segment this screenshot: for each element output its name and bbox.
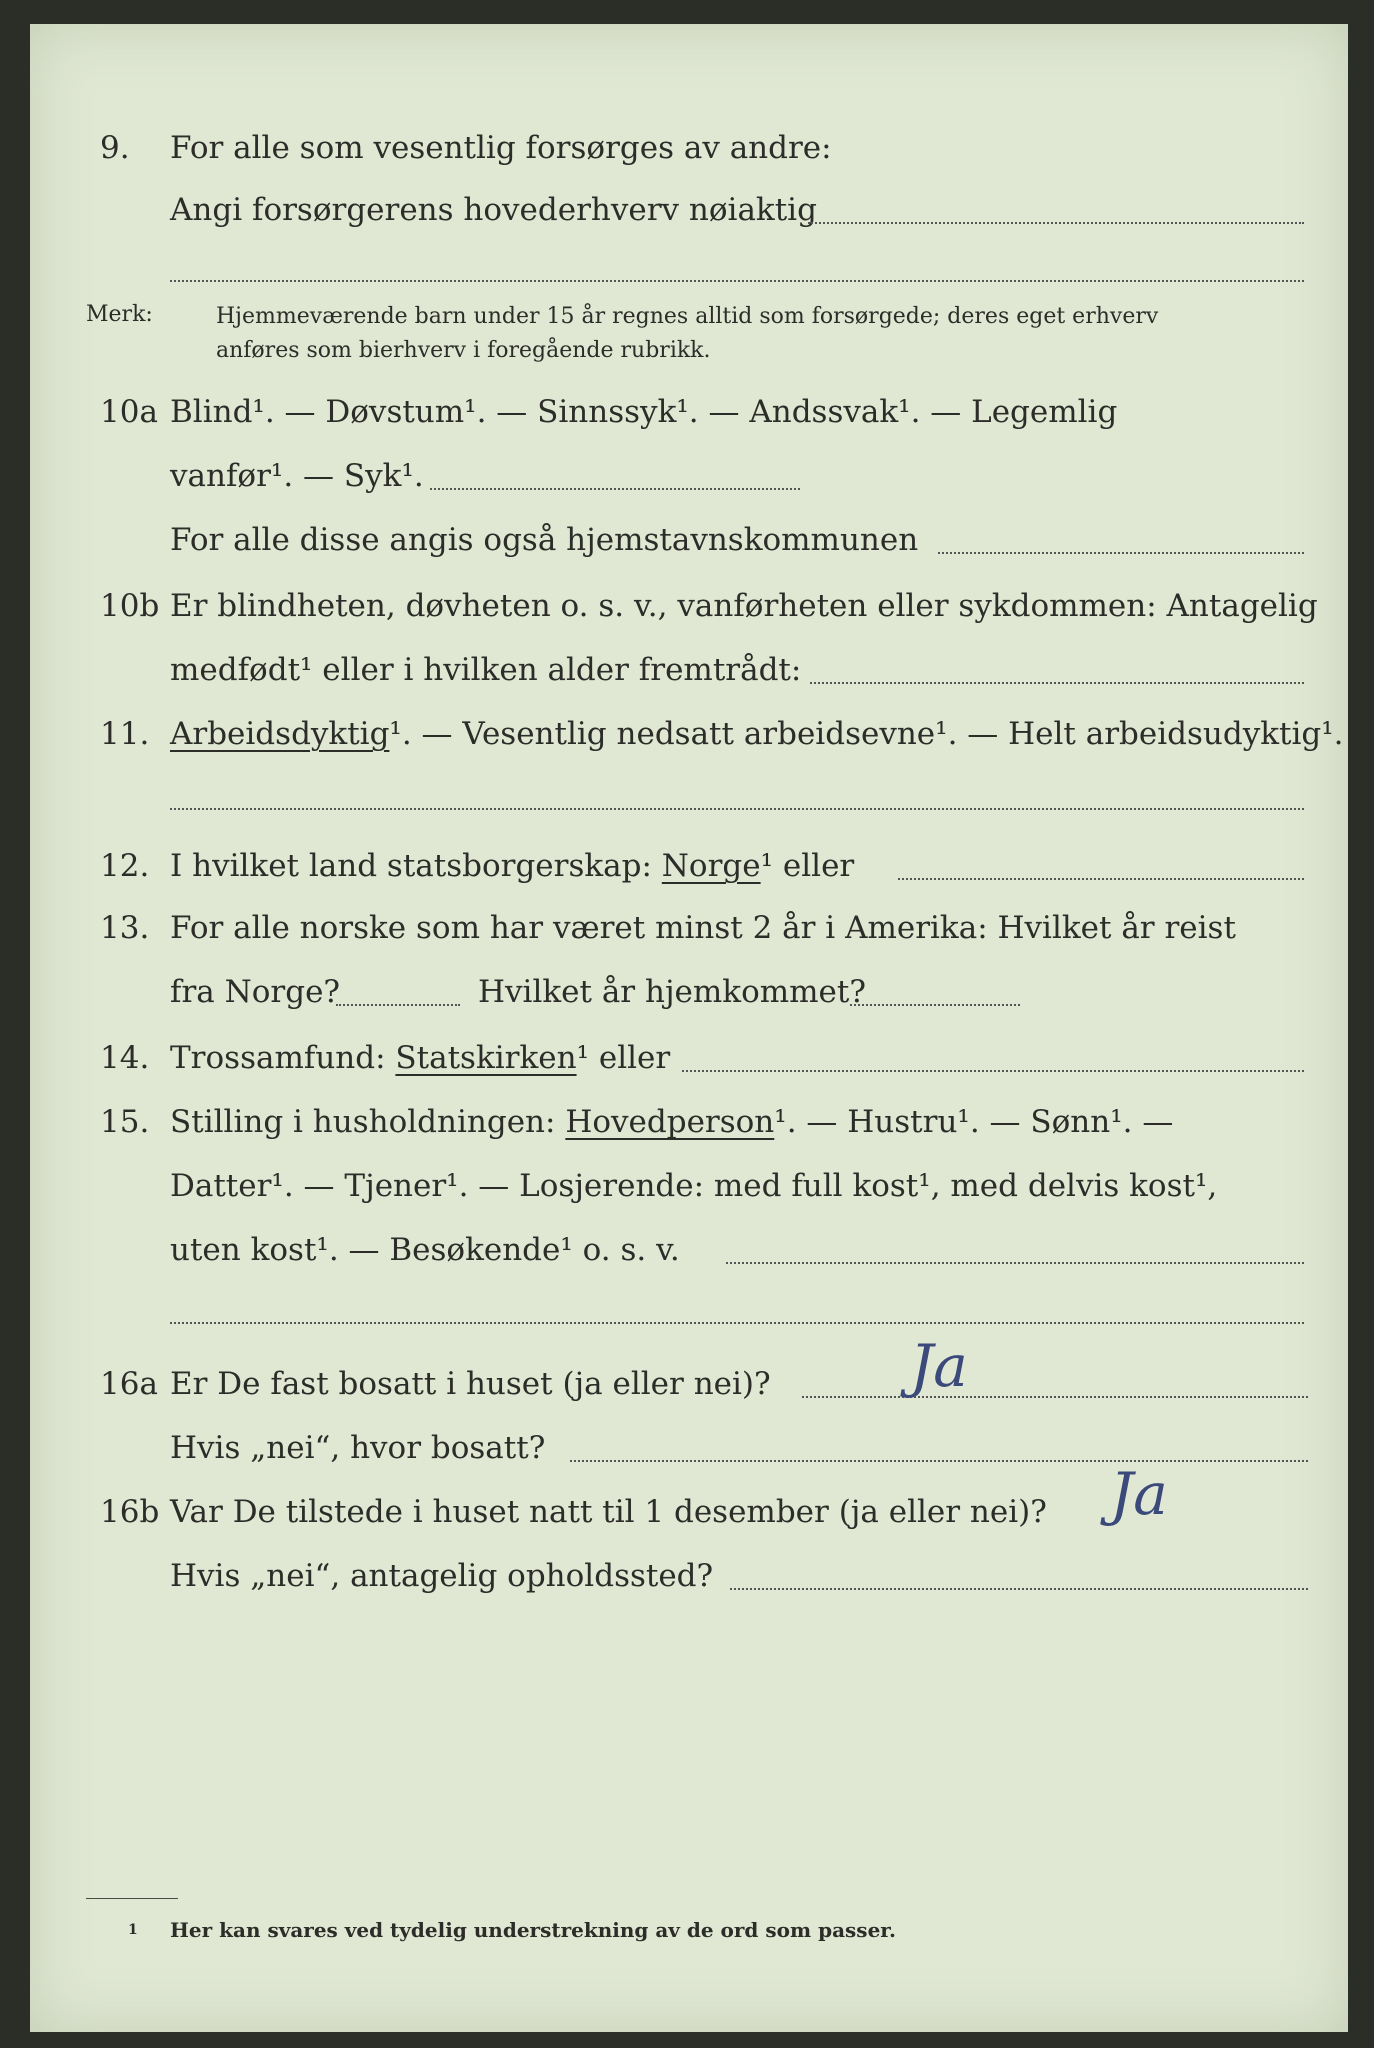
q16b-handwritten-answer: Ja	[1110, 1460, 1168, 1528]
q16a-bosatt-line[interactable]	[570, 1460, 1308, 1462]
q16a-line2: Hvis „nei“, hvor bosatt?	[170, 1430, 546, 1466]
footnote-rule	[86, 1898, 178, 1899]
q12-text: I hvilket land statsborgerskap:	[170, 848, 652, 884]
q13-reist-line[interactable]	[336, 1004, 460, 1006]
merk-line1: Hjemmeværende barn under 15 år regnes alltid som forsørgede; deres eget erhverv	[216, 304, 1159, 329]
q10b-number: 10b	[100, 588, 160, 624]
q12-answer-line[interactable]	[898, 878, 1304, 880]
merk-label: Merk:	[86, 302, 153, 327]
q14-number: 14.	[100, 1040, 150, 1076]
q14-answer-line[interactable]	[682, 1070, 1304, 1072]
q14-selected-option[interactable]: Statskirken	[395, 1040, 577, 1076]
q15-line2: Datter¹. — Tjener¹. — Losjerende: med full kost¹, med delvis kost¹,	[170, 1168, 1218, 1204]
q11-extra-line[interactable]	[170, 808, 1304, 810]
q13-line2a: fra Norge?	[170, 974, 341, 1010]
q16a-handwritten-answer: Ja	[910, 1332, 968, 1400]
q10b-line1: Er blindheten, døvheten o. s. v., vanførheten eller sykdommen: Antagelig	[170, 588, 1318, 624]
q14-line	[170, 1038, 670, 1078]
q15-text: Stilling i husholdningen:	[170, 1104, 556, 1140]
q10a-syk-line[interactable]	[430, 488, 800, 490]
q10b-line2: medfødt¹ eller i hvilken alder fremtrådt:	[170, 652, 802, 688]
q10b-answer-line[interactable]	[810, 682, 1304, 684]
q10a-line3: For alle disse angis også hjemstavnskommunen	[170, 522, 919, 558]
q9-answer-line[interactable]	[808, 222, 1304, 224]
merk-line2: anføres som bierhverv i foregående rubrikk.	[216, 338, 711, 363]
q13-number: 13.	[100, 910, 150, 946]
q10a-kommune-line[interactable]	[938, 552, 1304, 554]
q16b-line2: Hvis „nei“, antagelig opholdssted?	[170, 1558, 714, 1594]
q15-rest: ¹. — Hustru¹. — Sønn¹. —	[774, 1104, 1174, 1140]
q12-line	[170, 846, 854, 886]
q9-extra-line[interactable]	[170, 280, 1304, 282]
q15-extra-line[interactable]	[170, 1322, 1304, 1324]
q10a-line2: vanfør¹. — Syk¹.	[170, 458, 424, 494]
q15-answer-line[interactable]	[726, 1262, 1304, 1264]
q11-line	[170, 714, 1344, 754]
q12-rest: ¹ eller	[760, 848, 855, 884]
q16a-answer-line[interactable]	[802, 1396, 1308, 1398]
q9-number: 9.	[100, 130, 130, 166]
q10a-line1: Blind¹. — Døvstum¹. — Sinnssyk¹. — Andssvak¹. — Legemlig	[170, 394, 1118, 430]
q12-number: 12.	[100, 848, 150, 884]
q15-line3: uten kost¹. — Besøkende¹ o. s. v.	[170, 1232, 680, 1268]
footnote-text: Her kan svares ved tydelig understrekning av de ord som passer.	[170, 1918, 896, 1942]
q16b-line1: Var De tilstede i huset natt til 1 desember (ja eller nei)?	[170, 1494, 1047, 1530]
q14-text: Trossamfund:	[170, 1040, 386, 1076]
q11-rest: ¹. — Vesentlig nedsatt arbeidsevne¹. — Helt arbeidsudyktig¹.	[389, 716, 1344, 752]
q15-line1	[170, 1102, 1173, 1142]
footnote-mark: 1	[128, 1922, 138, 1938]
q15-selected-option[interactable]: Hovedperson	[565, 1104, 775, 1140]
q11-number: 11.	[100, 716, 150, 752]
q13-line1: For alle norske som har været minst 2 år i Amerika: Hvilket år reist	[170, 910, 1236, 946]
q16b-number: 16b	[100, 1494, 160, 1530]
q9-line1: For alle som vesentlig forsørges av andre:	[170, 130, 832, 166]
q15-number: 15.	[100, 1104, 150, 1140]
q16a-line1: Er De fast bosatt i huset (ja eller nei)?	[170, 1366, 771, 1402]
form-page	[30, 24, 1348, 2032]
q14-rest: ¹ eller	[576, 1040, 671, 1076]
q11-selected-option[interactable]: Arbeidsdyktig	[170, 716, 390, 752]
q16a-number: 16a	[100, 1366, 158, 1402]
q13-hjemkommet-line[interactable]	[850, 1004, 1020, 1006]
q10a-number: 10a	[100, 394, 158, 430]
q12-selected-option[interactable]: Norge	[661, 848, 761, 884]
q16b-opholdssted-line[interactable]	[730, 1588, 1308, 1590]
q13-line2b: Hvilket år hjemkommet?	[478, 974, 866, 1010]
q9-line2: Angi forsørgerens hovederhverv nøiaktig	[170, 192, 817, 228]
